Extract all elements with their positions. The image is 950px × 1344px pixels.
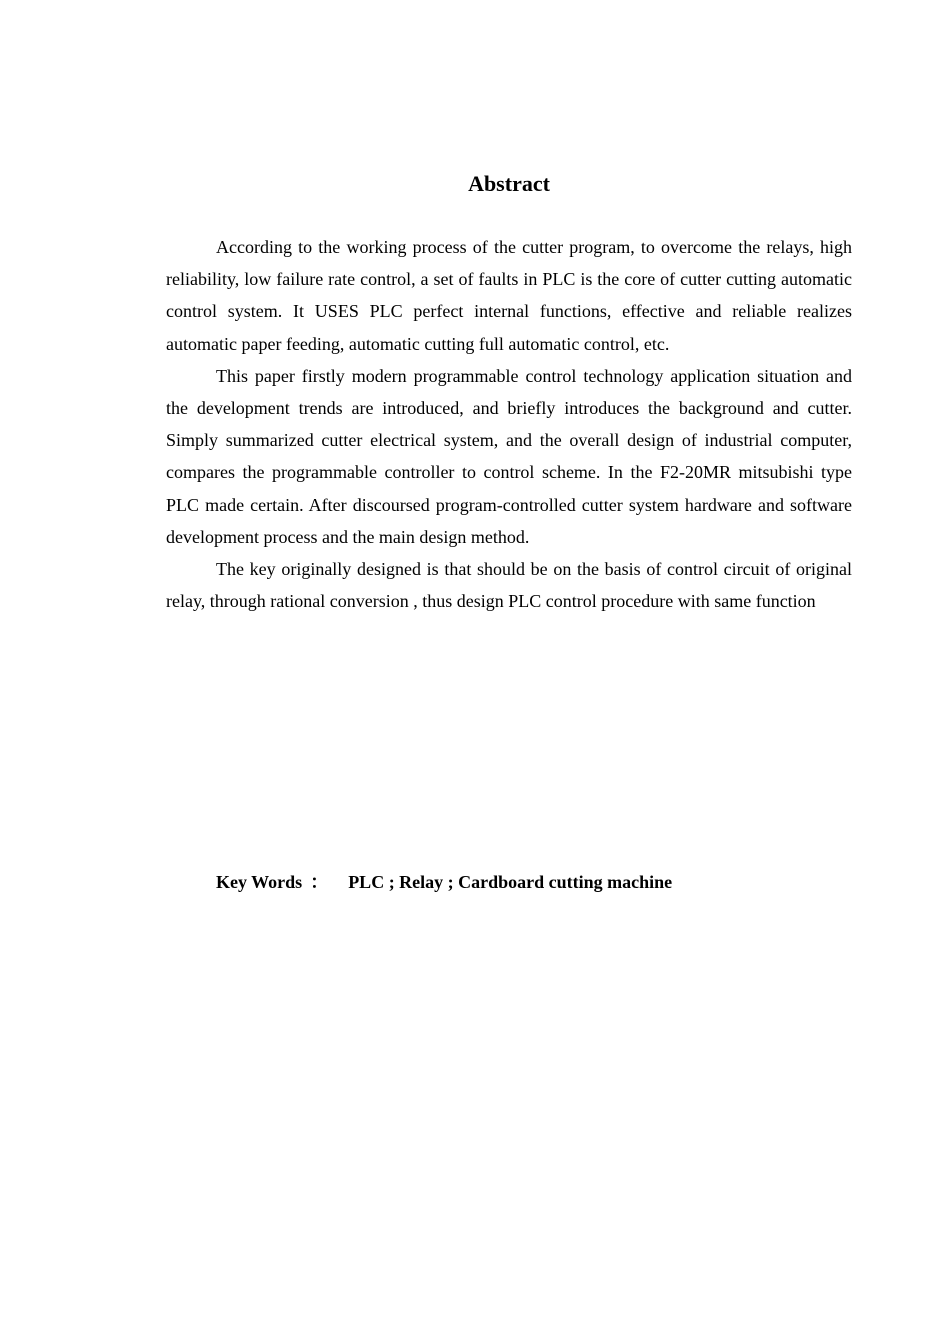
keywords-value: PLC ; Relay ; Cardboard cutting machine	[348, 872, 673, 892]
abstract-paragraph-2: This paper firstly modern programmable control technology application situation and the development trends are introduced, and briefly introduces the background and cutter. Simply summarized cutter electrical system, and the overall design of industrial computer, compares the programmable controller to control scheme. In the F2-20MR mitsubishi type PLC made certain. After discoursed program-controlled cutter system hardware and software development process and the main design method.	[166, 365, 852, 547]
abstract-body	[166, 231, 852, 617]
abstract-paragraph-1: According to the working process of the cutter program, to overcome the relays, high reliability, low failure rate control, a set of faults in PLC is the core of cutter cutting automatic control system. It USES PLC perfect internal functions, effective and reliable realizes automatic paper feeding, automatic cutting full automatic control, etc.	[166, 237, 852, 354]
abstract-paragraph-3: The key originally designed is that should be on the basis of control circuit of original relay, through rational conversion , thus design PLC control procedure with same function	[166, 559, 852, 612]
page-title: Abstract	[468, 171, 550, 196]
keywords-separator: ：	[310, 872, 329, 892]
keywords-line	[216, 868, 672, 896]
keywords-label: Key Words	[216, 872, 303, 892]
